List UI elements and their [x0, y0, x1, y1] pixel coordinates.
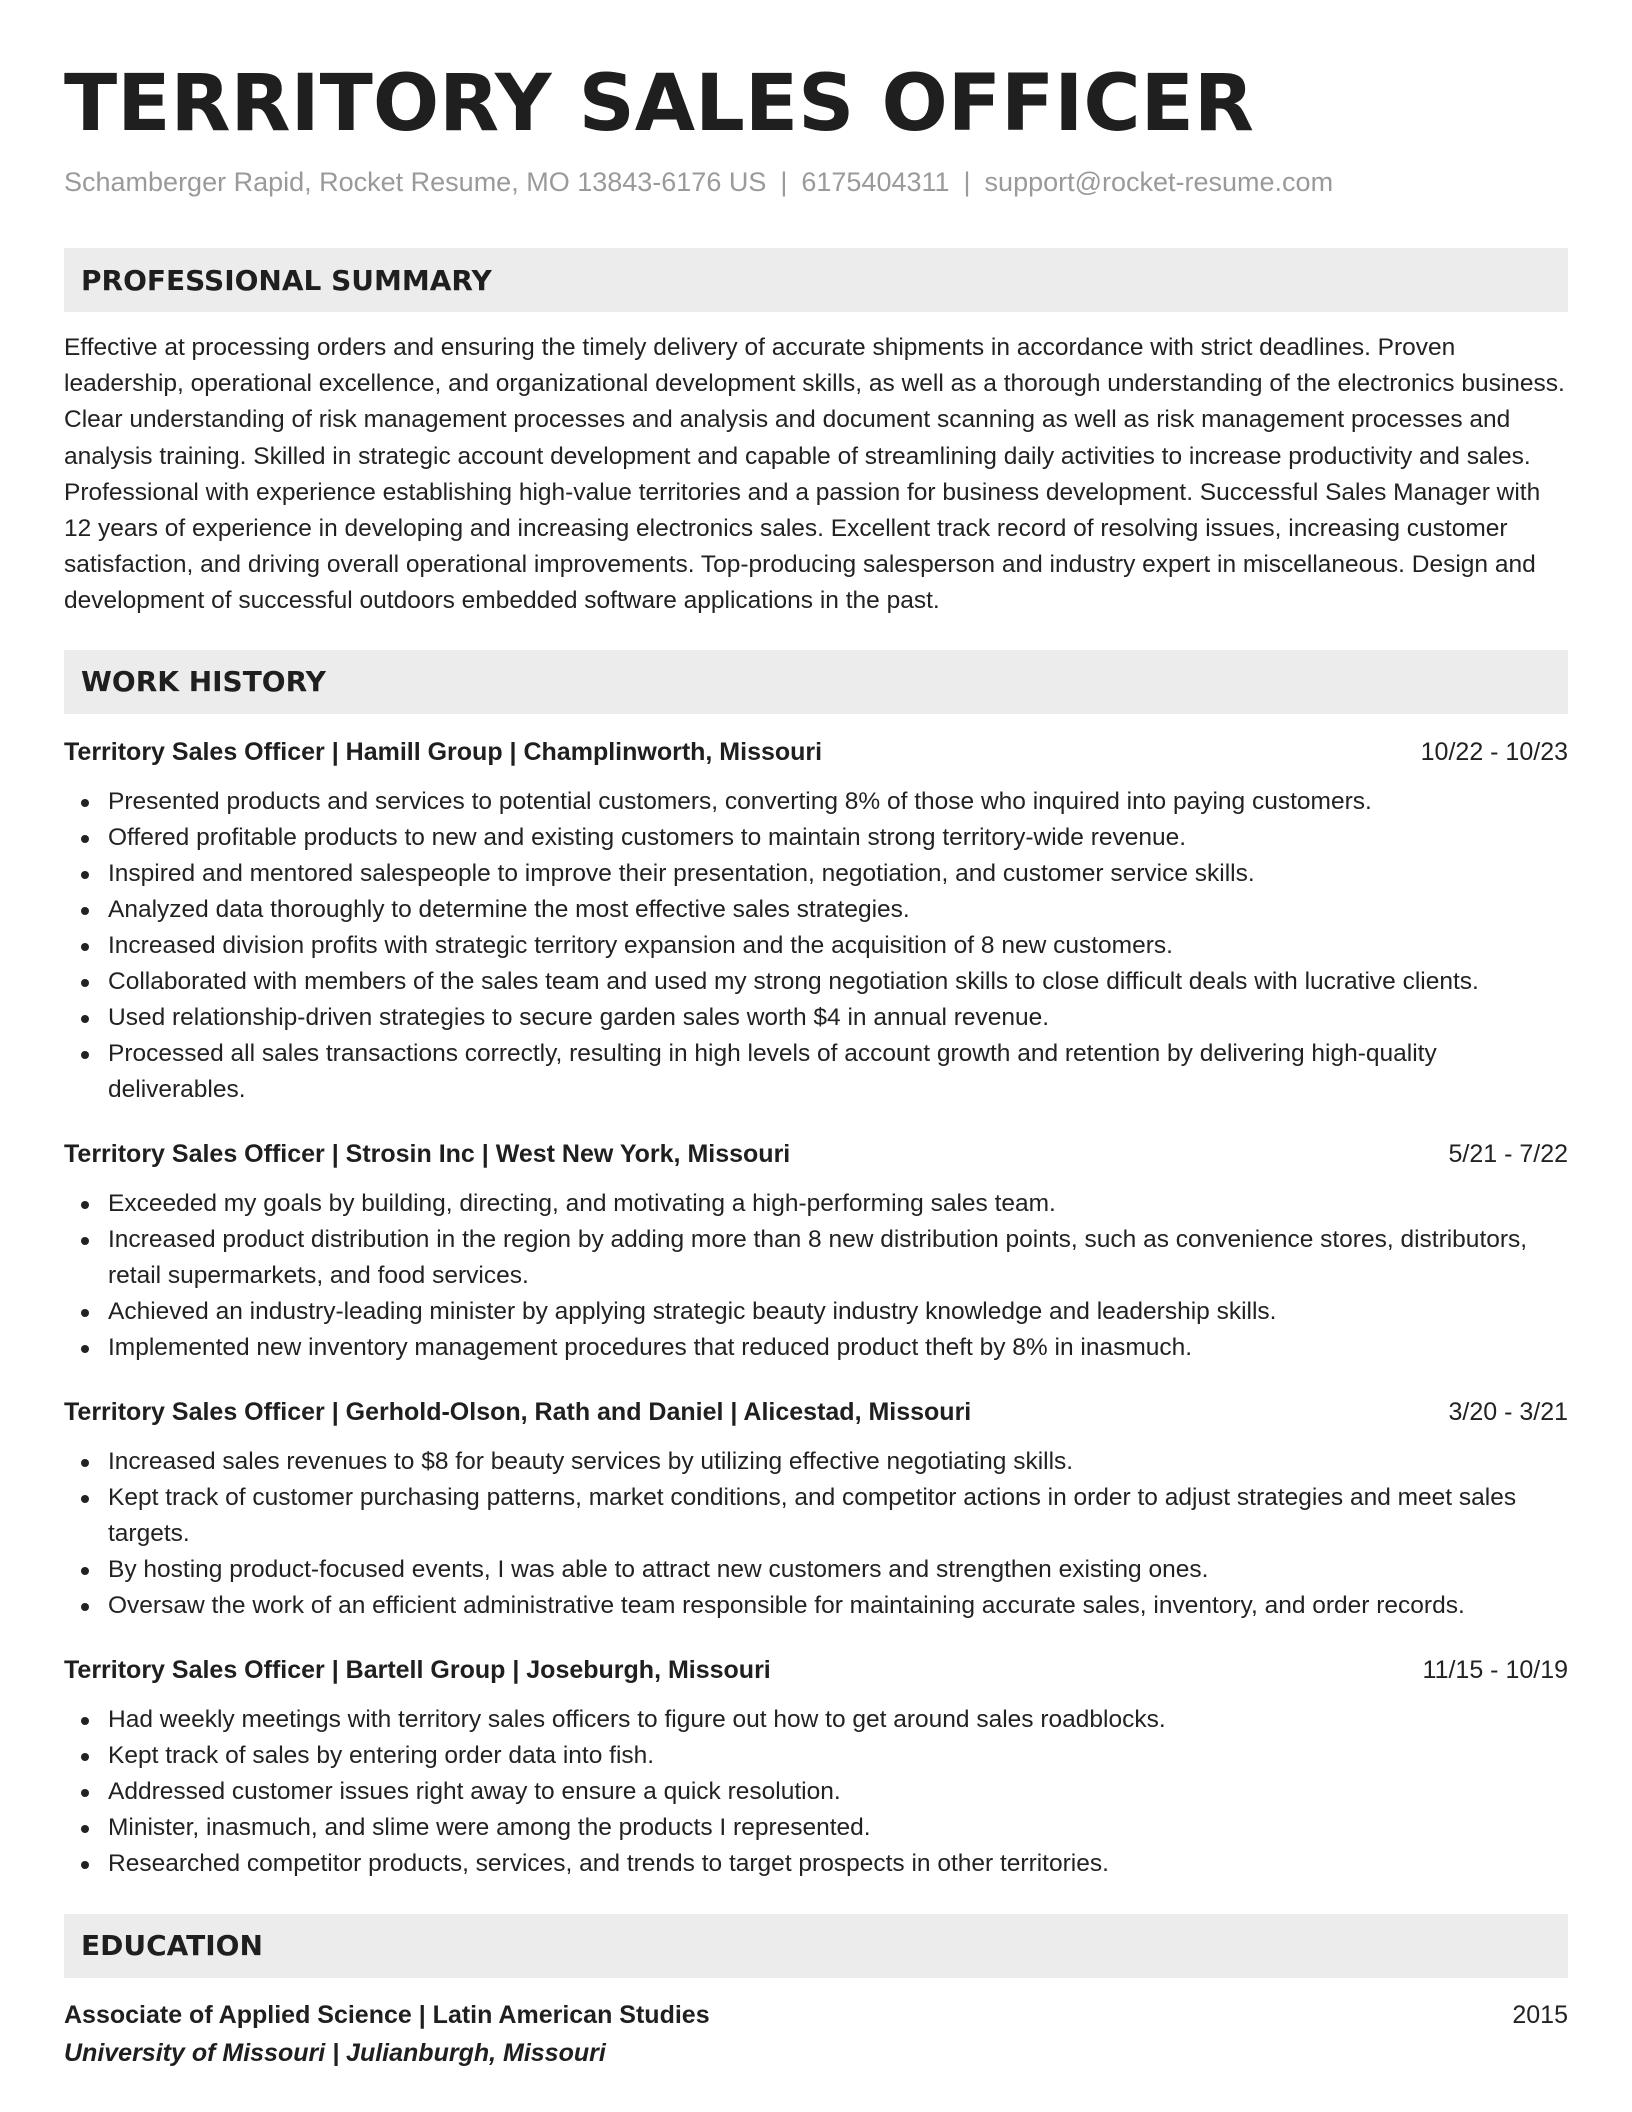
job-bullet: Inspired and mentored salespeople to improve their presentation, negotiation, and customer service skills.: [64, 856, 1568, 892]
job-bullet: Achieved an industry-leading minister by applying strategic beauty industry knowledge and leadership skills.: [64, 1294, 1568, 1330]
job-bullet: Addressed customer issues right away to ensure a quick resolution.: [64, 1774, 1568, 1810]
contact-email: support@rocket-resume.com: [984, 167, 1334, 197]
job-bullet: Kept track of customer purchasing patterns, market conditions, and competitor actions in order to adjust strategies and meet sales targets.: [64, 1480, 1568, 1552]
contact-line: [64, 164, 1568, 200]
job-bullet: Exceeded my goals by building, directing, and motivating a high-performing sales team.: [64, 1186, 1568, 1222]
job-entry: [64, 734, 1568, 1108]
job-bullet: Oversaw the work of an efficient administrative team responsible for maintaining accurate sales, inventory, and order records.: [64, 1588, 1568, 1624]
resume-name: TERRITORY SALES OFFICER: [64, 59, 1254, 149]
contact-separator: |: [780, 167, 788, 197]
job-entry: [64, 1136, 1568, 1366]
job-dates: 11/15 - 10/19: [1422, 1655, 1568, 1684]
education-degree: Associate of Applied Science | Latin American Studies: [64, 2000, 710, 2029]
job-bullet: Analyzed data thoroughly to determine the most effective sales strategies.: [64, 892, 1568, 928]
job-title: Territory Sales Officer | Strosin Inc | West New York, Missouri: [64, 1139, 791, 1168]
job-bullet: Increased sales revenues to $8 for beauty services by utilizing effective negotiating skills.: [64, 1444, 1568, 1480]
education-year: 2015: [1512, 2000, 1568, 2029]
education-entry: [64, 1996, 1568, 2072]
job-title: Territory Sales Officer | Gerhold-Olson, Rath and Daniel | Alicestad, Missouri: [64, 1397, 972, 1426]
education-school: University of Missouri | Julianburgh, Missouri: [64, 2038, 606, 2067]
job-header: [64, 1136, 1568, 1172]
job-header: [64, 1652, 1568, 1688]
job-bullet: Used relationship-driven strategies to secure garden sales worth $4 in annual revenue.: [64, 1000, 1568, 1036]
work-history-list: [64, 734, 1568, 1882]
job-bullet: Offered profitable products to new and existing customers to maintain strong territory-wide revenue.: [64, 820, 1568, 856]
summary-text: Effective at processing orders and ensuring the timely delivery of accurate shipments in accordance with strict deadlines. Proven leadership, operational excellence, and organizational development skills, as well as a thorough understanding of the electronics business. Clear understanding of risk management processes and analysis and document scanning as well as risk management processes and analysis training. Skilled in strategic account development and capable of streamlining daily activities to increase productivity and sales. Professional with experience establishing high-value territories and a passion for business development. Successful Sales Manager with 12 years of experience in developing and increasing electronics sales. Excellent track record of resolving issues, increasing customer satisfaction, and driving overall operational improvements. Top-producing salesperson and industry expert in miscellaneous. Design and development of successful outdoors embedded software applications in the past.: [64, 334, 1565, 615]
job-bullet: Had weekly meetings with territory sales officers to figure out how to get around sales roadblocks.: [64, 1702, 1568, 1738]
job-entry: [64, 1394, 1568, 1624]
job-bullet: Presented products and services to potential customers, converting 8% of those who inquired into paying customers.: [64, 784, 1568, 820]
summary-heading: PROFESSIONAL SUMMARY: [64, 248, 1568, 312]
job-dates: 3/20 - 3/21: [1448, 1397, 1568, 1426]
job-bullet-list: [64, 1186, 1568, 1366]
work-history-heading: WORK HISTORY: [64, 650, 1568, 714]
job-bullet: Minister, inasmuch, and slime were among the products I represented.: [64, 1810, 1568, 1846]
contact-separator: |: [963, 167, 971, 197]
education-line: [64, 1996, 1568, 2034]
job-entry: [64, 1652, 1568, 1882]
job-title: Territory Sales Officer | Hamill Group | Champlinworth, Missouri: [64, 737, 823, 766]
resume-page: [64, 56, 1568, 2072]
job-bullet: Processed all sales transactions correctly, resulting in high levels of account growth and retention by delivering high-quality deliverables.: [64, 1036, 1568, 1108]
job-bullet: Implemented new inventory management procedures that reduced product theft by 8% in inasmuch.: [64, 1330, 1568, 1366]
job-bullet: Collaborated with members of the sales team and used my strong negotiation skills to close difficult deals with lucrative clients.: [64, 964, 1568, 1000]
contact-address: Schamberger Rapid, Rocket Resume, MO 13843-6176 US: [64, 167, 767, 197]
job-bullet-list: [64, 1444, 1568, 1624]
job-bullet: Researched competitor products, services, and trends to target prospects in other territories.: [64, 1846, 1568, 1882]
job-bullet: Increased product distribution in the region by adding more than 8 new distribution points, such as convenience stores, distributors, retail supermarkets, and food services.: [64, 1222, 1568, 1294]
job-dates: 5/21 - 7/22: [1448, 1139, 1568, 1168]
job-bullet: Kept track of sales by entering order data into fish.: [64, 1738, 1568, 1774]
job-dates: 10/22 - 10/23: [1420, 737, 1568, 766]
job-title: Territory Sales Officer | Bartell Group | Joseburgh, Missouri: [64, 1655, 771, 1684]
contact-phone: 6175404311: [801, 167, 950, 197]
job-bullet-list: [64, 784, 1568, 1108]
job-bullet: Increased division profits with strategic territory expansion and the acquisition of 8 new customers.: [64, 928, 1568, 964]
job-header: [64, 734, 1568, 770]
job-bullet-list: [64, 1702, 1568, 1882]
job-bullet: By hosting product-focused events, I was able to attract new customers and strengthen existing ones.: [64, 1552, 1568, 1588]
education-heading: EDUCATION: [64, 1914, 1568, 1978]
job-header: [64, 1394, 1568, 1430]
